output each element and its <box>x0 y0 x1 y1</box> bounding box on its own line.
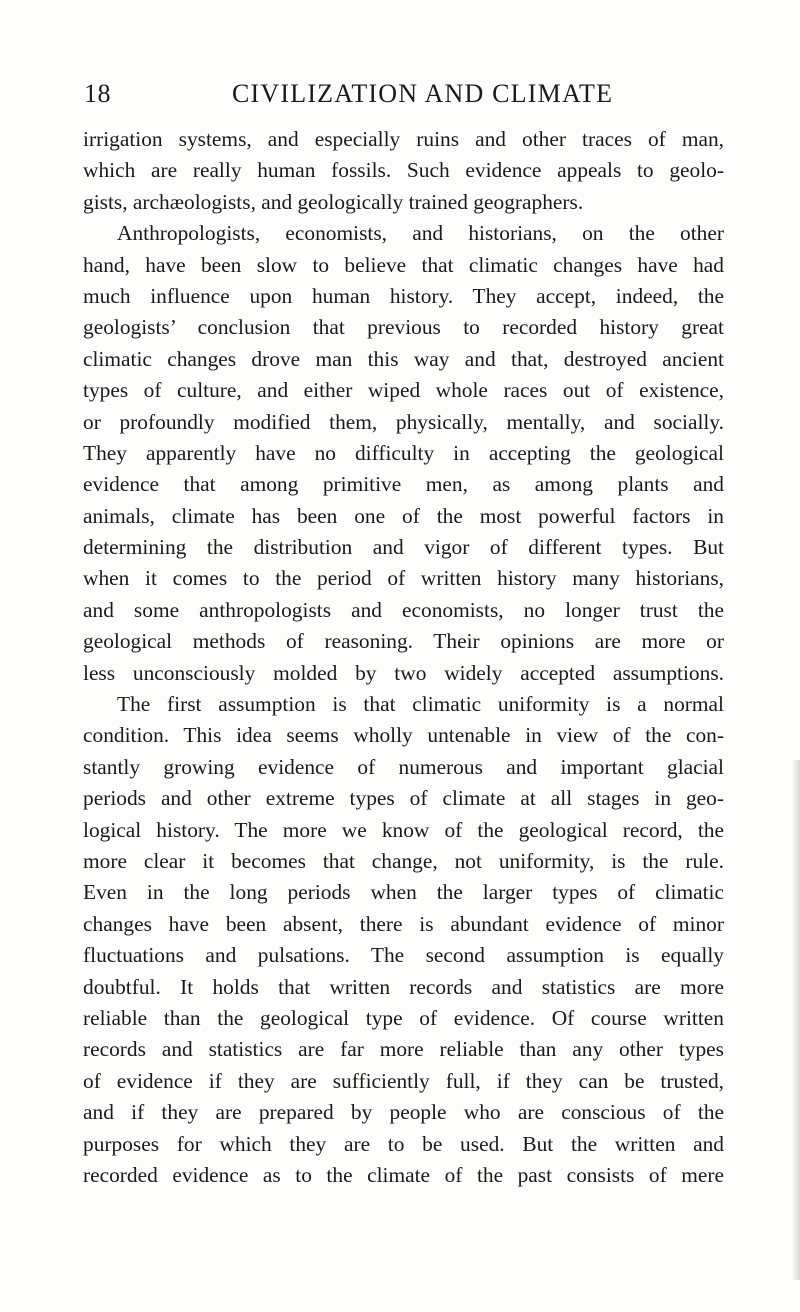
text-line: purposes for which they are to be used. But the written and <box>83 1131 724 1156</box>
page-edge-shadow <box>792 760 800 1280</box>
text-line: or profoundly modified them, physically, mentally, and socially. <box>83 409 724 434</box>
text-line: They apparently have no difficulty in accepting the geological <box>83 440 724 465</box>
text-line: determining the distribution and vigor of different types. But <box>83 535 724 560</box>
text-line: climatic changes drove man this way and that, destroyed ancient <box>83 346 724 371</box>
text-line: stantly growing evidence of numerous and important glacial <box>83 754 724 779</box>
body-text <box>83 124 724 1191</box>
running-title: CIVILIZATION AND CLIMATE <box>232 79 614 108</box>
text-line: and some anthropologists and economists, no longer trust the <box>83 597 724 622</box>
text-line: types of culture, and either wiped whole races out of existence, <box>83 378 724 403</box>
text-line: when it comes to the period of written history many historians, <box>83 566 724 591</box>
page-header <box>84 79 724 115</box>
text-line: less unconsciously molded by two widely accepted assumptions. <box>83 660 724 685</box>
text-line: irrigation systems, and especially ruins and other traces of man, <box>83 127 724 151</box>
paragraph-first-line: The first assumption is that climatic uniformity is a normal <box>117 692 724 717</box>
text-line: fluctuations and pulsations. The second assumption is equally <box>83 943 724 968</box>
text-line: reliable than the geological type of evidence. Of course written <box>83 1005 724 1030</box>
text-line: records and statistics are far more reliable than any other types <box>83 1037 724 1062</box>
text-line: and if they are prepared by people who are conscious of the <box>83 1100 724 1125</box>
text-line: geologists’ conclusion that previous to recorded history great <box>83 315 724 340</box>
text-line: more clear it becomes that change, not uniformity, is the rule. <box>83 848 724 873</box>
text-line: geological methods of reasoning. Their opinions are more or <box>83 629 724 654</box>
page-number: 18 <box>84 79 111 108</box>
text-line: hand, have been slow to believe that climatic changes have had <box>83 252 724 277</box>
text-line: recorded evidence as to the climate of the past consists of mere <box>83 1162 724 1187</box>
text-line: gists, archæologists, and geologically trained geographers. <box>83 189 584 214</box>
text-line: changes have been absent, there is abundant evidence of minor <box>83 911 724 936</box>
text-line: much influence upon human history. They accept, indeed, the <box>83 283 724 308</box>
text-line: of evidence if they are sufficiently full, if they can be trusted, <box>83 1068 724 1093</box>
text-line: animals, climate has been one of the most powerful factors in <box>83 503 724 528</box>
text-line: Even in the long periods when the larger types of climatic <box>83 880 724 905</box>
text-line: doubtful. It holds that written records and statistics are more <box>83 974 724 999</box>
text-line: evidence that among primitive men, as among plants and <box>83 472 724 497</box>
paragraph-first-line: Anthropologists, economists, and historians, on the other <box>117 221 724 246</box>
text-line: condition. This idea seems wholly untenable in view of the con- <box>83 723 724 748</box>
text-line: periods and other extreme types of climate at all stages in geo- <box>83 786 724 811</box>
text-line: which are really human fossils. Such evidence appeals to geolo- <box>83 158 724 183</box>
text-line: logical history. The more we know of the geological record, the <box>83 817 724 842</box>
